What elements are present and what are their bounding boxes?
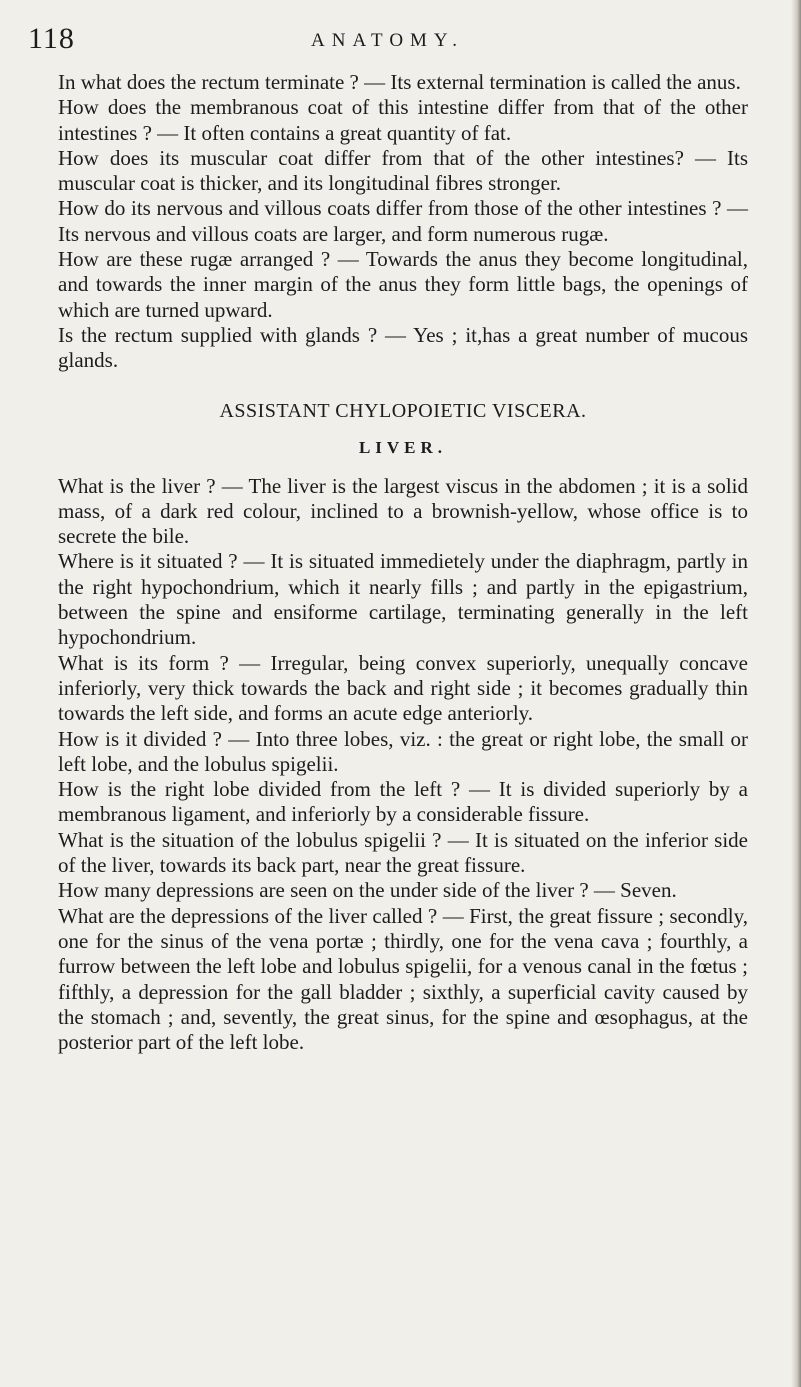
qa-paragraph [58,70,748,95]
answer-text: — First, the great fissure ; secondly, one for the sinus of the vena portæ ; thirdly, one for the vena cava ; fourthly, a furrow between the left lobe and lobulus spigelii, for a venous canal in the fœtus ; fifthly, a depression for the gall bladder ; sixthly, a superficial cavity caused by the stomach ; and, sevently, the great sinus, for the spine and œsophagus, at the posterior part of the left lobe. [58,903,749,1055]
page-number: 118 [28,22,75,55]
question-text: What is the situation of the lobulus spigelii ? [58,827,442,852]
qa-paragraph [58,323,748,374]
question-text: How do its nervous and villous coats differ from those of the other intestines ? [58,196,722,221]
answer-text: — Its muscular coat is thicker, and its longitudinal fibres stronger. [58,145,748,196]
answer-text: — Irregular, being convex superiorly, unequally concave inferiorly, very thick towards the back and right side ; it becomes gradually thin towards the left side, and forms an acute edge anteriorly. [58,650,748,726]
running-head: ANATOMY. [311,30,464,51]
qa-paragraph [58,247,748,323]
question-text: How does its muscular coat differ from that of the other intestines? [58,145,684,170]
question-text: In what does the rectum terminate ? [58,70,359,94]
answer-text: — Into three lobes, viz. : the great or right lobe, the small or left lobe, and the lobulus spigelii. [58,726,748,776]
qa-paragraph [58,878,748,903]
page-body [58,70,748,1055]
qa-paragraph [58,95,748,146]
qa-paragraph [58,904,748,1056]
question-text: How many depressions are seen on the under side of the liver ? [58,878,589,903]
answer-text: — It often contains a great quantity of fat. [157,120,512,145]
question-text: What is its form ? [58,650,229,675]
sub-heading: LIVER. [358,437,448,457]
qa-paragraph [58,727,748,778]
answer-text: — Its external termination is called the anus. [364,70,741,94]
question-text: Is the rectum supplied with glands ? [58,322,378,347]
answer-text: — The liver is the largest viscus in the abdomen ; it is a solid mass, of a dark red colour, inclined to a brownish-yellow, whose office is to secrete the bile. [58,473,748,549]
answer-text: — Towards the anus they become longitudinal, and towards the inner margin of the anus they form little bags, the openings of which are turned upward. [58,247,749,322]
answer-text: — It is situated immedietely under the diaphragm, partly in the right hypochondrium, which it nearly fills ; and partly in the epigastrium, between the spine and ensiforme cartilage, terminating generally in the left hypochondrium. [58,549,748,650]
qa-paragraph [58,777,748,828]
qa-paragraph [58,474,748,550]
qa-paragraph [58,651,748,727]
answer-text: — Yes ; it,has a great number of mucous glands. [58,322,748,373]
qa-paragraph [58,146,748,197]
question-text: Where is it situated ? [58,549,238,574]
answer-text: — It is divided superiorly by a membranous ligament, and inferiorly by a considerable fissure. [58,777,749,827]
question-text: How is it divided ? [58,726,222,751]
qa-paragraph [58,196,748,247]
question-text: How does the membranous coat of this intestine differ from that of the other intestines ? [58,95,748,145]
qa-paragraph [58,549,748,650]
page-edge-shadow [791,0,801,1387]
page-header [28,22,728,62]
question-text: How is the right lobe divided from the left ? [58,777,461,802]
question-text: What is the liver ? [58,473,216,498]
answer-text: — It is situated on the inferior side of the liver, towards its back part, near the great fissure. [58,827,749,878]
answer-text: — Seven. [593,878,677,903]
qa-paragraph [58,828,748,879]
question-text: How are these rugæ arranged ? [58,247,331,272]
question-text: What are the depressions of the liver called ? [58,903,438,928]
section-heading: ASSISTANT CHYLOPOIETIC VISCERA. [219,399,587,422]
answer-text: — Its nervous and villous coats are larger, and form numerous rugæ. [58,196,748,246]
